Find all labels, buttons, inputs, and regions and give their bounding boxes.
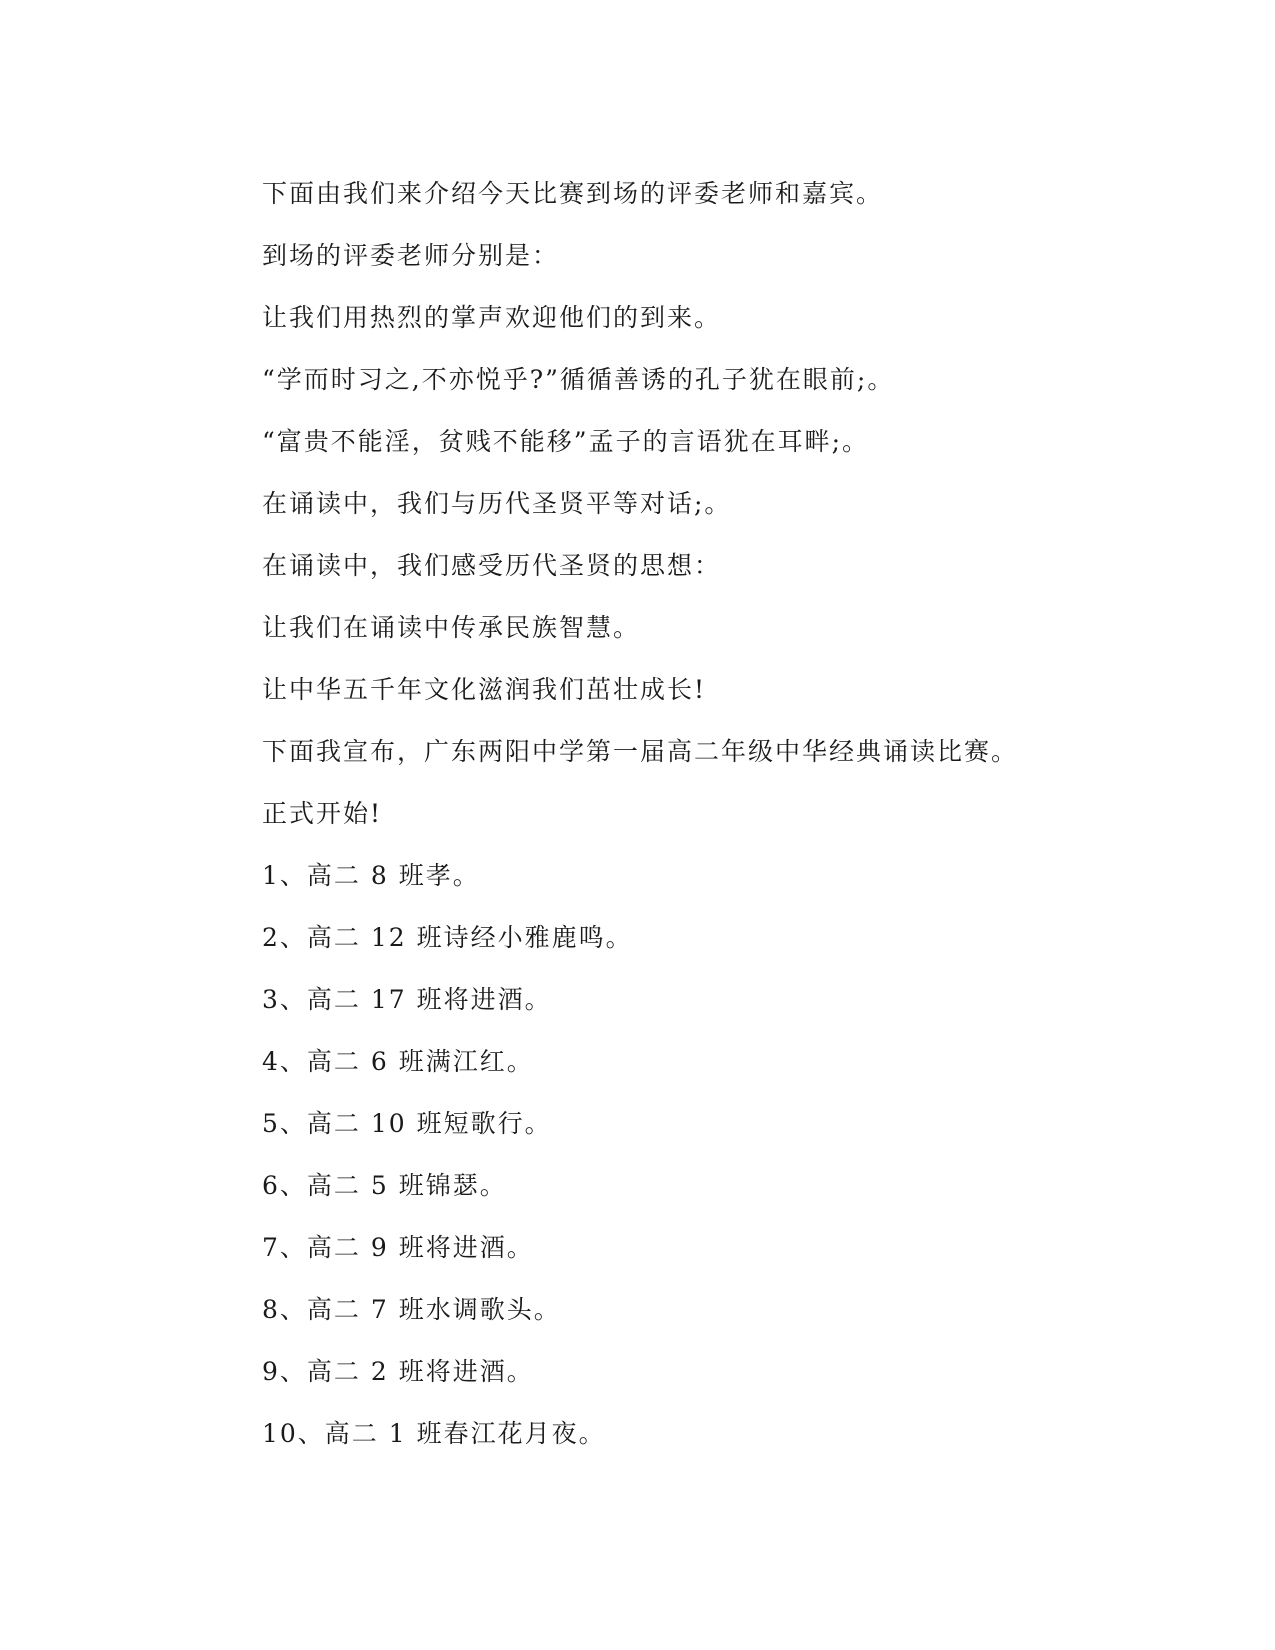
program-item: 9、高二 2 班将进酒。 [262,1357,534,1386]
program-item: 10、高二 1 班春江花月夜。 [262,1419,606,1448]
program-item: 3、高二 17 班将进酒。 [262,985,552,1014]
confucius-quote-line: “学而时习之,不亦悦乎?”循循善诱的孔子犹在眼前;。 [262,365,895,394]
program-item: 5、高二 10 班短歌行。 [262,1109,552,1138]
announcement-line: 下面我宣布，广东两阳中学第一届高二年级中华经典诵读比赛。 [262,737,1019,766]
program-item: 8、高二 7 班水调歌头。 [262,1295,561,1324]
mencius-quote-line: “富贵不能淫，贫贱不能移”孟子的言语犹在耳畔;。 [262,427,869,456]
program-item: 4、高二 6 班满江红。 [262,1047,534,1076]
judges-list-line: 到场的评委老师分别是： [262,241,560,270]
program-item: 7、高二 9 班将进酒。 [262,1233,534,1262]
applause-line: 让我们用热烈的掌声欢迎他们的到来。 [262,303,722,332]
intro-judges-line: 下面由我们来介绍今天比赛到场的评委老师和嘉宾。 [262,179,884,208]
start-line: 正式开始! [262,799,383,828]
wisdom-line: 让我们在诵读中传承民族智慧。 [262,613,641,642]
culture-line: 让中华五千年文化滋润我们茁壮成长! [262,675,707,704]
program-item: 2、高二 12 班诗经小雅鹿鸣。 [262,923,633,952]
document-body [262,163,1212,1465]
dialogue-line: 在诵读中，我们与历代圣贤平等对话;。 [262,489,732,518]
thought-line: 在诵读中，我们感受历代圣贤的思想： [262,551,722,580]
program-item: 1、高二 8 班孝。 [262,861,480,890]
program-item: 6、高二 5 班锦瑟。 [262,1171,507,1200]
